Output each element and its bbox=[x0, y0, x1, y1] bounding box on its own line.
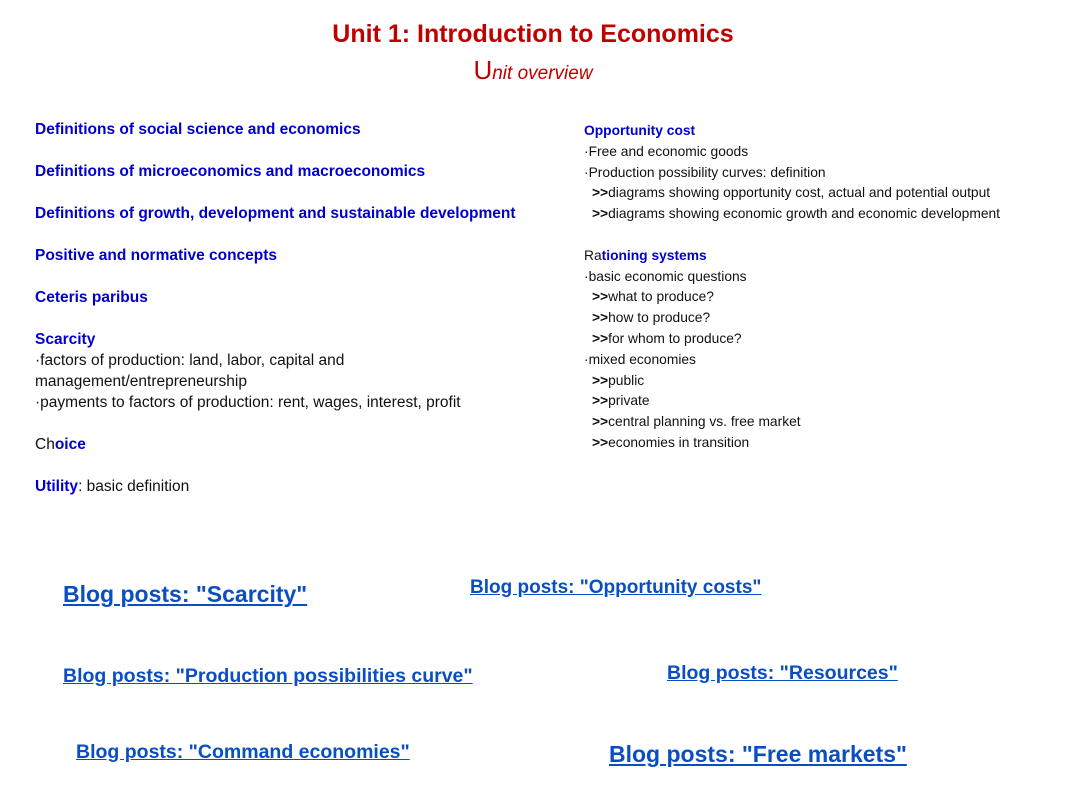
arrow-marker: >> bbox=[592, 185, 609, 201]
topic-rationing-systems bbox=[584, 246, 1024, 267]
link-blog-scarcity[interactable]: Blog posts: "Scarcity" bbox=[63, 581, 308, 607]
mixed-central-planning bbox=[584, 412, 1024, 433]
arrow-marker: >> bbox=[592, 393, 609, 409]
topic-definitions-growth: Definitions of growth, development and sustainable development bbox=[35, 205, 516, 222]
utility-rest: : basic definition bbox=[78, 478, 190, 495]
mixed-private-text: private bbox=[608, 393, 650, 409]
link-blog-resources[interactable]: Blog posts: "Resources" bbox=[667, 662, 898, 684]
arrow-marker: >> bbox=[592, 414, 609, 430]
page-title: Unit 1: Introduction to Economics bbox=[332, 20, 734, 48]
mixed-transition bbox=[584, 433, 1024, 454]
question-how-text: how to produce? bbox=[608, 310, 711, 326]
topic-definitions-micro-macro: Definitions of microeconomics and macroeconomics bbox=[35, 163, 426, 180]
ppc-diagram-opportunity bbox=[584, 183, 1024, 204]
ppc-diagram-opportunity-text: diagrams showing opportunity cost, actual and potential output bbox=[608, 185, 991, 201]
right-topic-list bbox=[584, 121, 1024, 454]
arrow-marker: >> bbox=[592, 206, 609, 222]
scarcity-factors: ·factors of production: land, labor, capital and management/entrepreneurship bbox=[35, 352, 345, 390]
link-blog-command-economies[interactable]: Blog posts: "Command economies" bbox=[76, 741, 410, 763]
scarcity-payments: ·payments to factors of production: rent, wages, interest, profit bbox=[35, 394, 461, 411]
subtitle-initial: U bbox=[473, 55, 493, 85]
basic-economic-questions: ·basic economic questions bbox=[584, 268, 747, 284]
link-blog-free-markets[interactable]: Blog posts: "Free markets" bbox=[609, 741, 907, 767]
free-economic-goods: ·Free and economic goods bbox=[584, 143, 749, 159]
topic-scarcity: Scarcity bbox=[35, 331, 96, 348]
mixed-public-text: public bbox=[608, 372, 645, 388]
utility-heading: Utility bbox=[35, 478, 79, 495]
link-blog-ppc[interactable]: Blog posts: "Production possibilities curve" bbox=[63, 665, 473, 687]
topic-utility bbox=[35, 476, 560, 497]
choice-rest: oice bbox=[54, 436, 86, 453]
arrow-marker: >> bbox=[592, 330, 609, 346]
mixed-private bbox=[584, 391, 1024, 412]
mixed-economies: ·mixed economies bbox=[584, 351, 696, 367]
choice-prefix: Ch bbox=[35, 436, 55, 453]
arrow-marker: >> bbox=[592, 289, 609, 305]
left-topic-list bbox=[35, 119, 560, 497]
topic-definitions-social-science: Definitions of social science and economics bbox=[35, 121, 361, 138]
arrow-marker: >> bbox=[592, 310, 609, 326]
topic-ceteris-paribus: Ceteris paribus bbox=[35, 289, 148, 306]
page-subtitle bbox=[0, 55, 1066, 86]
question-how bbox=[584, 308, 1024, 329]
mixed-public bbox=[584, 371, 1024, 392]
rationing-prefix: Ra bbox=[584, 247, 602, 263]
ppc-diagram-growth-text: diagrams showing economic growth and economic development bbox=[608, 206, 1001, 222]
topic-choice bbox=[35, 434, 560, 455]
topic-positive-normative: Positive and normative concepts bbox=[35, 247, 278, 264]
question-what-text: what to produce? bbox=[608, 289, 714, 305]
subtitle-rest: nit overview bbox=[492, 63, 593, 84]
link-blog-opportunity-costs[interactable]: Blog posts: "Opportunity costs" bbox=[470, 577, 762, 598]
question-what bbox=[584, 287, 1024, 308]
mixed-transition-text: economies in transition bbox=[608, 434, 750, 450]
ppc-diagram-growth bbox=[584, 204, 1024, 225]
ppc-definition: ·Production possibility curves: definition bbox=[584, 164, 826, 180]
topic-opportunity-cost: Opportunity cost bbox=[584, 123, 696, 138]
rationing-rest: tioning systems bbox=[601, 247, 707, 263]
question-whom-text: for whom to produce? bbox=[608, 330, 742, 346]
arrow-marker: >> bbox=[592, 372, 609, 388]
question-whom bbox=[584, 329, 1024, 350]
arrow-marker: >> bbox=[592, 434, 609, 450]
mixed-central-planning-text: central planning vs. free market bbox=[608, 414, 801, 430]
